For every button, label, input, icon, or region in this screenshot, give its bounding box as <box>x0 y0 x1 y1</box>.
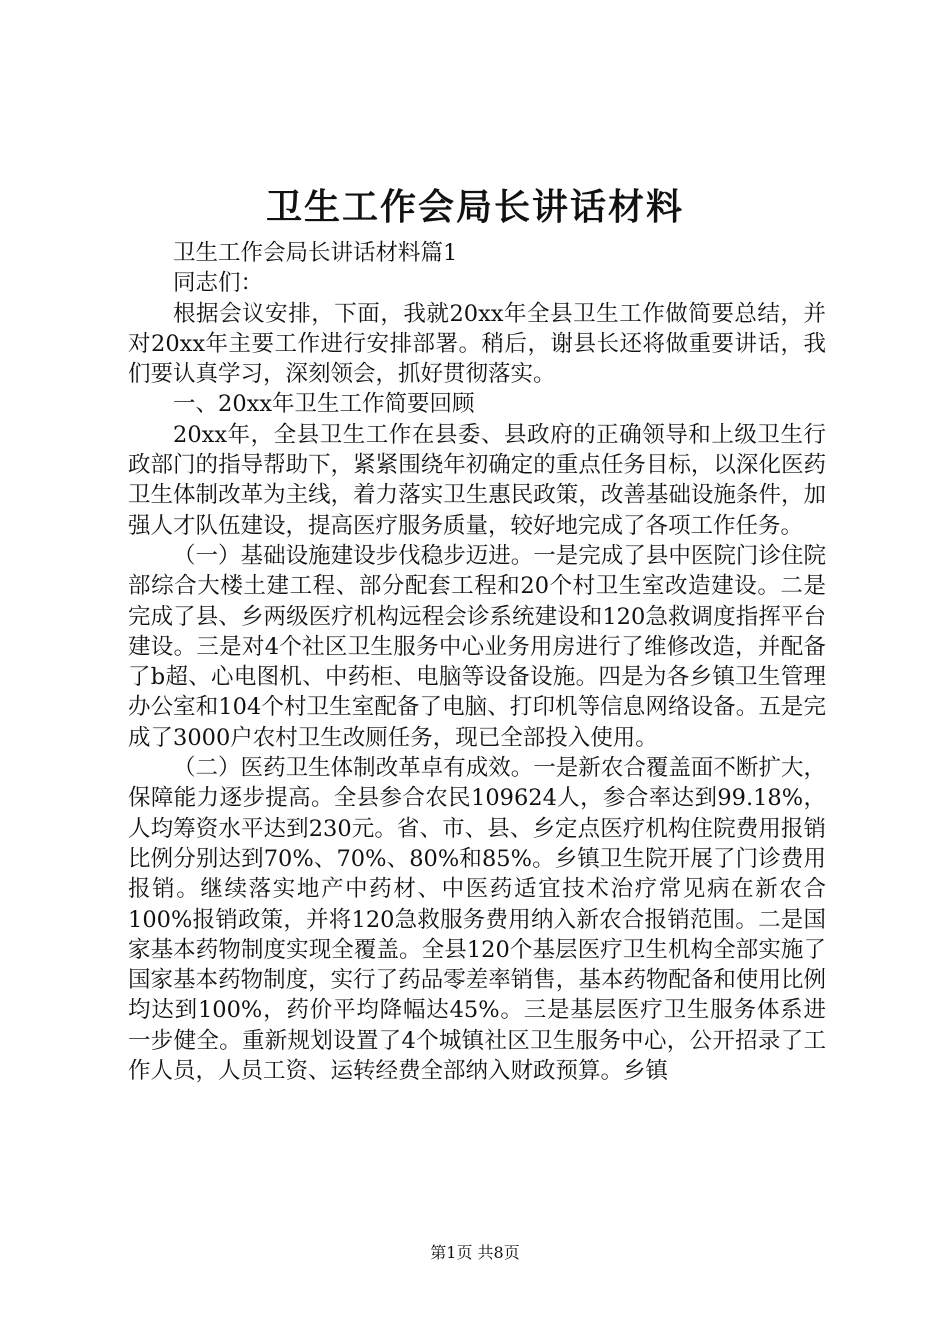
document-body <box>128 238 826 1086</box>
section-heading: 卫生工作会局长讲话材料篇1 <box>173 240 458 266</box>
paragraph: 20xx年，全县卫生工作在县委、县政府的正确领导和上级卫生行政部门的指导帮助下，紧紧围绕年初确定的重点任务目标，以深化医药卫生体制改革为主线，着力落实卫生惠民政策，改善基础设施条件，加强人才队伍建设，提高医疗服务质量，较好地完成了各项工作任务。 <box>128 421 826 539</box>
salutation: 同志们： <box>173 270 264 297</box>
page-number: 第1页 共8页 <box>430 1243 520 1262</box>
page-title: 卫生工作会局长讲话材料 <box>265 187 684 228</box>
section-heading: 一、20xx年卫生工作简要回顾 <box>173 391 475 418</box>
paragraph: （二）医药卫生体制改革卓有成效。一是新农合覆盖面不断扩大，保障能力逐步提高。全县参合农民109624人，参合率达到99.18%，人均筹资水平达到230元。省、市、县、乡定点医疗机构住院费用报销比例分别达到70%、70%、80%和85%。乡镇卫生院开展了门诊费用报销。继续落实地产中药材、中医药适宜技术治疗常见病在新农合100%报销政策，并将120急救服务费用纳入新农合报销范围。二是国家基本药物制度实现全覆盖。全县120个基层医疗卫生机构全部实施了国家基本药物制度，实行了药品零差率销售，基本药物配备和使用比例均达到100%，药价平均降幅达45%。三是基层医疗卫生服务体系进一步健全。重新规划设置了4个城镇社区卫生服务中心，公开招录了工作人员，人员工资、运转经费全部纳入财政预算。乡镇 <box>128 755 826 1085</box>
paragraph: 根据会议安排，下面，我就20xx年全县卫生工作做简要总结，并对20xx年主要工作进行安排部署。稍后，谢县长还将做重要讲话，我们要认真学习，深刻领会，抓好贯彻落实。 <box>128 300 826 388</box>
paragraph: （一）基础设施建设步伐稳步迈进。一是完成了县中医院门诊住院部综合大楼土建工程、部分配套工程和20个村卫生室改造建设。二是完成了县、乡两级医疗机构远程会诊系统建设和120急救调度指挥平台建设。三是对4个社区卫生服务中心业务用房进行了维修改造，并配备了b超、心电图机、中药柜、电脑等设备设施。四是为各乡镇卫生管理办公室和104个村卫生室配备了电脑、打印机等信息网络设备。五是完成了3000户农村卫生改厕任务，现已全部投入使用。 <box>128 542 826 751</box>
